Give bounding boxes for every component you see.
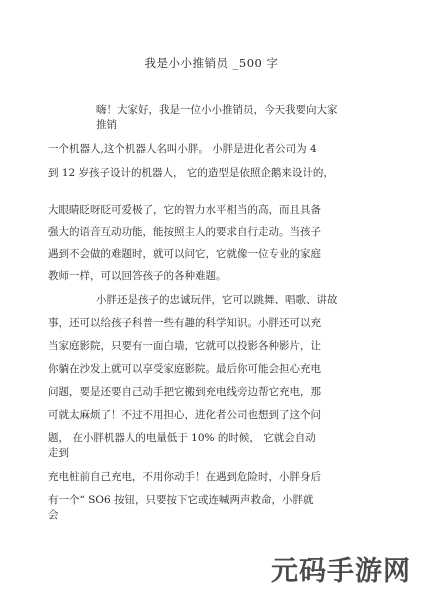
text-line: 强大的语音互动功能，能按照主人的要求自行走动。当孩子: [48, 226, 321, 238]
text-line: 你躺在沙发上就可以享受家庭影院。最后你可能会担心充电: [48, 363, 321, 375]
text-line: 问题，要是还要自己动手把它搬到充电线旁边帮它充电，那: [48, 386, 321, 398]
text-line: 当家庭影院，只要有一面白墙，它就可以投影各种影片，让: [48, 340, 321, 352]
text-line: 走到: [48, 447, 69, 459]
text-line: 到 12 岁孩子设计的机器人， 它的造型是依照企鹅来设计的，: [48, 167, 334, 179]
text-line: 事，还可以给孩子科普一些有趣的科学知识。小胖还可以充: [48, 317, 321, 329]
text-line: 可就太麻烦了！不过不用担心，进化者公司也想到了这个问: [48, 409, 321, 421]
text-line: 推销: [96, 119, 117, 131]
text-line: 小胖还是孩子的忠诚玩伴，它可以跳舞、唱歌、讲故: [96, 294, 338, 306]
text-line: 大眼睛眨呀眨可爱极了，它的智力水平相当的高，而且具备: [48, 204, 321, 216]
text-line: 会: [48, 509, 59, 521]
text-line: 教师一样，可以回答孩子的各种难题。: [48, 270, 227, 282]
text-line: 题， 在小胖机器人的电量低于 10% 的时候， 它就会自动: [48, 432, 316, 444]
document-title: 我是小小推销员 _500 字: [144, 56, 279, 70]
text-line: 遇到不会做的难题时，就可以问它，它就像一位专业的家庭: [48, 248, 321, 260]
text-line: 有一个“ SO6 按钮，只要按下它或连喊两声救命，小胖就: [48, 494, 314, 506]
site-watermark: 元码手游网: [271, 556, 411, 587]
text-line: 一个机器人,这个机器人名叫小胖。 小胖是进化者公司为 4: [48, 143, 317, 155]
text-line: 嗨！大家好，我是一位小小推销员，今天我要向大家: [96, 104, 338, 116]
text-line: 充电桩前自己充电，不用你动手！在遇到危险时，小胖身后: [48, 471, 321, 483]
